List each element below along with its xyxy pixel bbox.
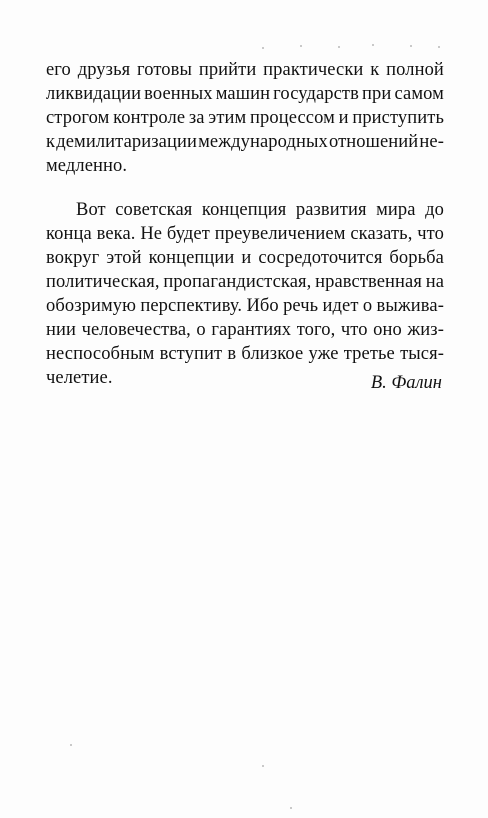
word: что: [340, 320, 368, 340]
text-line: [46, 294, 444, 318]
word: и: [338, 108, 349, 128]
scan-speck: [438, 46, 440, 48]
word: не-: [419, 132, 444, 152]
word: его: [46, 60, 71, 80]
word: близкое: [241, 344, 304, 364]
scan-speck: [300, 45, 302, 47]
word: нравственная: [315, 272, 422, 292]
word: уже: [308, 344, 339, 364]
word: обозримую: [46, 296, 137, 316]
word: тыся-: [400, 344, 444, 364]
word: на: [425, 272, 444, 292]
word: процессом: [250, 108, 335, 128]
text-line: [46, 318, 444, 342]
word: неспособным: [46, 344, 155, 364]
word: перспективу.: [140, 296, 243, 316]
word: вступит: [159, 344, 223, 364]
word: машин: [215, 84, 271, 104]
word: человечества,: [81, 320, 191, 340]
word: ликвидации: [46, 84, 142, 104]
word: выжива-: [376, 296, 444, 316]
word: что: [417, 224, 444, 244]
word: до: [425, 200, 444, 220]
word: мира: [376, 200, 416, 220]
text-line: [46, 222, 444, 246]
word: практически: [263, 60, 364, 80]
scan-speck: [338, 46, 340, 48]
scan-speck: [262, 47, 264, 49]
word: века.: [96, 224, 136, 244]
word: и: [241, 248, 252, 268]
word: государств: [273, 84, 359, 104]
word: политическая,: [46, 272, 160, 292]
word: демилитаризации: [56, 132, 197, 152]
word: к: [46, 132, 56, 152]
word: вокруг: [46, 248, 100, 268]
word: преувеличением: [214, 224, 346, 244]
scan-speck: [262, 765, 264, 767]
word: этой: [106, 248, 142, 268]
word: третье: [343, 344, 395, 364]
word: полной: [386, 60, 444, 80]
text-line-content: медленно.: [46, 156, 128, 176]
word: друзья: [77, 60, 131, 80]
word: международных: [198, 132, 328, 152]
word: концепция: [201, 200, 287, 220]
word: этим: [208, 108, 247, 128]
word: военных: [144, 84, 213, 104]
text-line: [46, 58, 444, 82]
word: развития: [295, 200, 367, 220]
word: самом: [394, 84, 444, 104]
word: речь: [283, 296, 319, 316]
word: нии: [46, 320, 77, 340]
text-line: [46, 270, 444, 294]
word: о: [362, 296, 373, 316]
word: прийти: [198, 60, 257, 80]
word: строгом: [46, 108, 110, 128]
word: Вот: [76, 200, 106, 220]
text-line: [46, 198, 444, 222]
word: будет: [166, 224, 210, 244]
word: о: [196, 320, 206, 340]
word: при: [362, 84, 392, 104]
scan-speck: [290, 807, 292, 809]
word: отношений: [328, 132, 419, 152]
text-line: [46, 246, 444, 270]
word: Ибо: [246, 296, 279, 316]
scan-speck: [410, 45, 412, 47]
word: сосредоточится: [258, 248, 383, 268]
text-line: [46, 154, 444, 178]
word: сказать,: [350, 224, 413, 244]
text-line: [46, 106, 444, 130]
author-signature: В. Фалин: [370, 373, 442, 393]
word: того,: [296, 320, 336, 340]
text-line: [46, 82, 444, 106]
word: оно: [373, 320, 402, 340]
word: готовы: [137, 60, 193, 80]
word: пропагандистская,: [163, 272, 312, 292]
text-line-content: челетие.: [46, 368, 113, 388]
word: за: [188, 108, 205, 128]
text-line: [46, 342, 444, 366]
word: к: [370, 60, 380, 80]
word: приступить: [352, 108, 444, 128]
scan-speck: [70, 744, 72, 746]
word: контроле: [113, 108, 186, 128]
word: конца: [46, 224, 92, 244]
text-line: [46, 130, 444, 154]
word: советская: [115, 200, 193, 220]
scan-speck: [372, 44, 374, 46]
word: Не: [140, 224, 163, 244]
word: борьба: [389, 248, 444, 268]
word: в: [227, 344, 237, 364]
word: концепции: [148, 248, 235, 268]
word: гарантиях: [211, 320, 292, 340]
word: жиз-: [407, 320, 444, 340]
word: идет: [322, 296, 359, 316]
body-text: [46, 58, 444, 390]
paragraph-gap: [46, 178, 444, 198]
